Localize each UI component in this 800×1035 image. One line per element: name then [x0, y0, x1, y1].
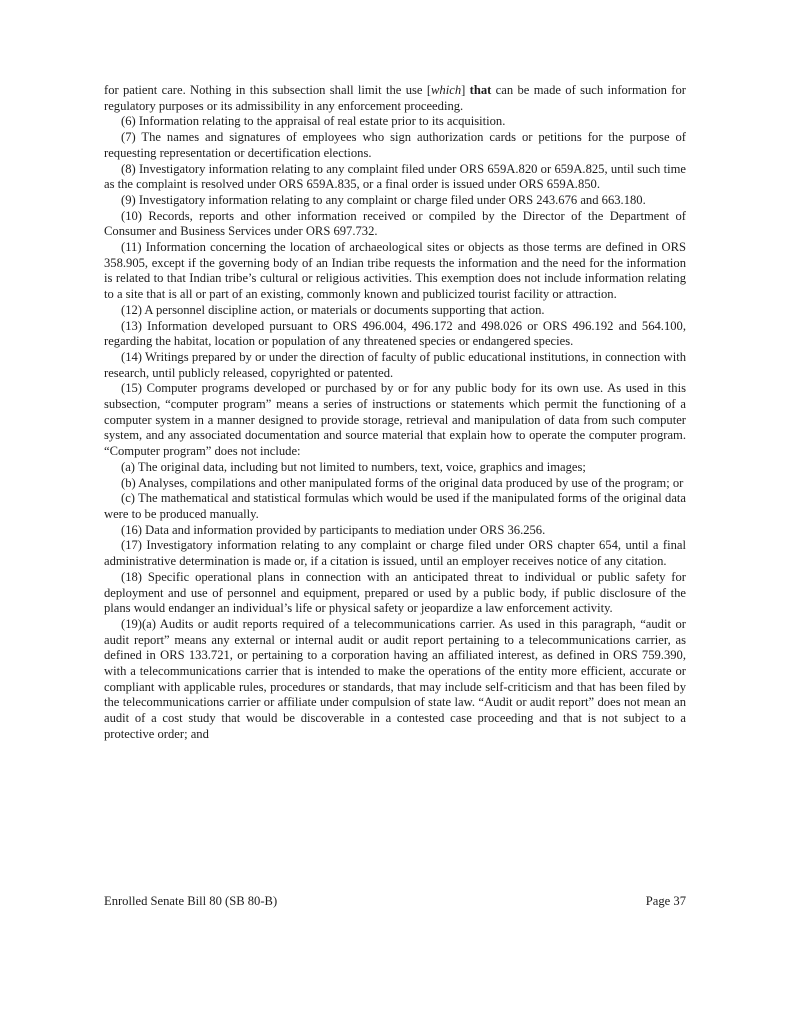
- paragraph: (12) A personnel discipline action, or materials or documents supporting that action.: [121, 302, 545, 317]
- text-run: for patient care. Nothing in this subsection shall limit the use [: [104, 83, 432, 97]
- paragraph: (15) Computer programs developed or purchased by or for any public body for its own use. As used in this subsection, “computer program” means a series of instructions or statements which permit the functioning of a computer system in a manner designed to provide storage, retrieval and manipulation of data from such computer system, and any associated documentation and source material that explain how to operate the computer program. “Computer program” does not include:: [104, 381, 686, 459]
- paragraph: (7) The names and signatures of employees who sign authorization cards or petitions for the purpose of requesting representation or decertification elections.: [104, 130, 686, 160]
- inserted-text: that: [469, 83, 492, 97]
- text-run: can be made of such information for regulatory purposes or its admissibility in any enforcement proceeding.: [104, 83, 686, 113]
- paragraph: (6) Information relating to the appraisal of real estate prior to its acquisition.: [121, 114, 506, 129]
- paragraph: (14) Writings prepared by or under the direction of faculty of public educational institutions, in connection with research, until publicly released, copyrighted or patented.: [104, 349, 686, 380]
- document-body: [104, 83, 686, 743]
- paragraph: (19)(a) Audits or audit reports required of a telecommunications carrier. As used in this paragraph, “audit or audit report” means any external or internal audit or audit report pertaining to a telecommunications carrier, as defined in ORS 133.721, or pertaining to a corporation having an affiliated interest, as defined in ORS 759.390, with a telecommunications carrier that is intended to make the operations of the entity more efficient, accurate or compliant with applicable rules, procedures or standards, that may include self-criticism and that has been filed by the telecommunications carrier or affiliate under compulsion of state law. “Audit or audit report” does not mean an audit of a cost study that would be discoverable in a contested case proceeding and that is not subject to a protective order; and: [104, 616, 686, 741]
- paragraph: (16) Data and information provided by participants to mediation under ORS 36.256.: [121, 522, 546, 537]
- paragraph: (13) Information developed pursuant to ORS 496.004, 496.172 and 498.026 or ORS 496.192 and 564.100, regarding the habitat, location or population of any threatened species or endangered species.: [104, 318, 686, 349]
- paragraph: (9) Investigatory information relating to any complaint or charge filed under ORS 243.676 and 663.180.: [121, 192, 646, 207]
- paragraph: (8) Investigatory information relating to any complaint filed under ORS 659A.820 or 659A.825, until such time as the complaint is resolved under ORS 659A.835, or a final order is issued under ORS 659A.850.: [104, 161, 686, 192]
- paragraph: (11) Information concerning the location of archaeological sites or objects as those terms are defined in ORS 358.905, except if the governing body of an Indian tribe requests the information and the need for the information is related to that Indian tribe’s cultural or religious activities. This exemption does not include information relating to a site that is all or part of an existing, commonly known and publicized tourist facility or attraction.: [104, 240, 686, 302]
- deleted-text: which: [431, 83, 462, 97]
- paragraph: (10) Records, reports and other information received or compiled by the Director of the Department of Consumer and Business Services under ORS 697.732.: [104, 208, 686, 239]
- page-footer: [104, 894, 686, 910]
- footer-page-number: Page 37: [645, 894, 686, 908]
- paragraph: (18) Specific operational plans in connection with an anticipated threat to individual or public safety for deployment and use of personnel and equipment, prepared or used by a public body, if public disclosure of the plans would endanger an individual’s life or physical safety or jeopardize a law enforcement activity.: [104, 569, 686, 616]
- paragraph: (a) The original data, including but not limited to numbers, text, voice, graphics and images;: [121, 459, 586, 474]
- text-run: ]: [461, 83, 470, 97]
- paragraph: [104, 83, 686, 114]
- paragraph: (17) Investigatory information relating to any complaint or charge filed under ORS chapter 654, until a final administrative determination is made or, if a citation is issued, until an employer receives notice of any citation.: [104, 538, 686, 569]
- paragraph: (b) Analyses, compilations and other manipulated forms of the original data produced by use of the program; or: [121, 475, 684, 490]
- footer-bill-title: Enrolled Senate Bill 80 (SB 80-B): [104, 894, 278, 908]
- paragraph: (c) The mathematical and statistical formulas which would be used if the manipulated forms of the original data were to be produced manually.: [104, 491, 686, 521]
